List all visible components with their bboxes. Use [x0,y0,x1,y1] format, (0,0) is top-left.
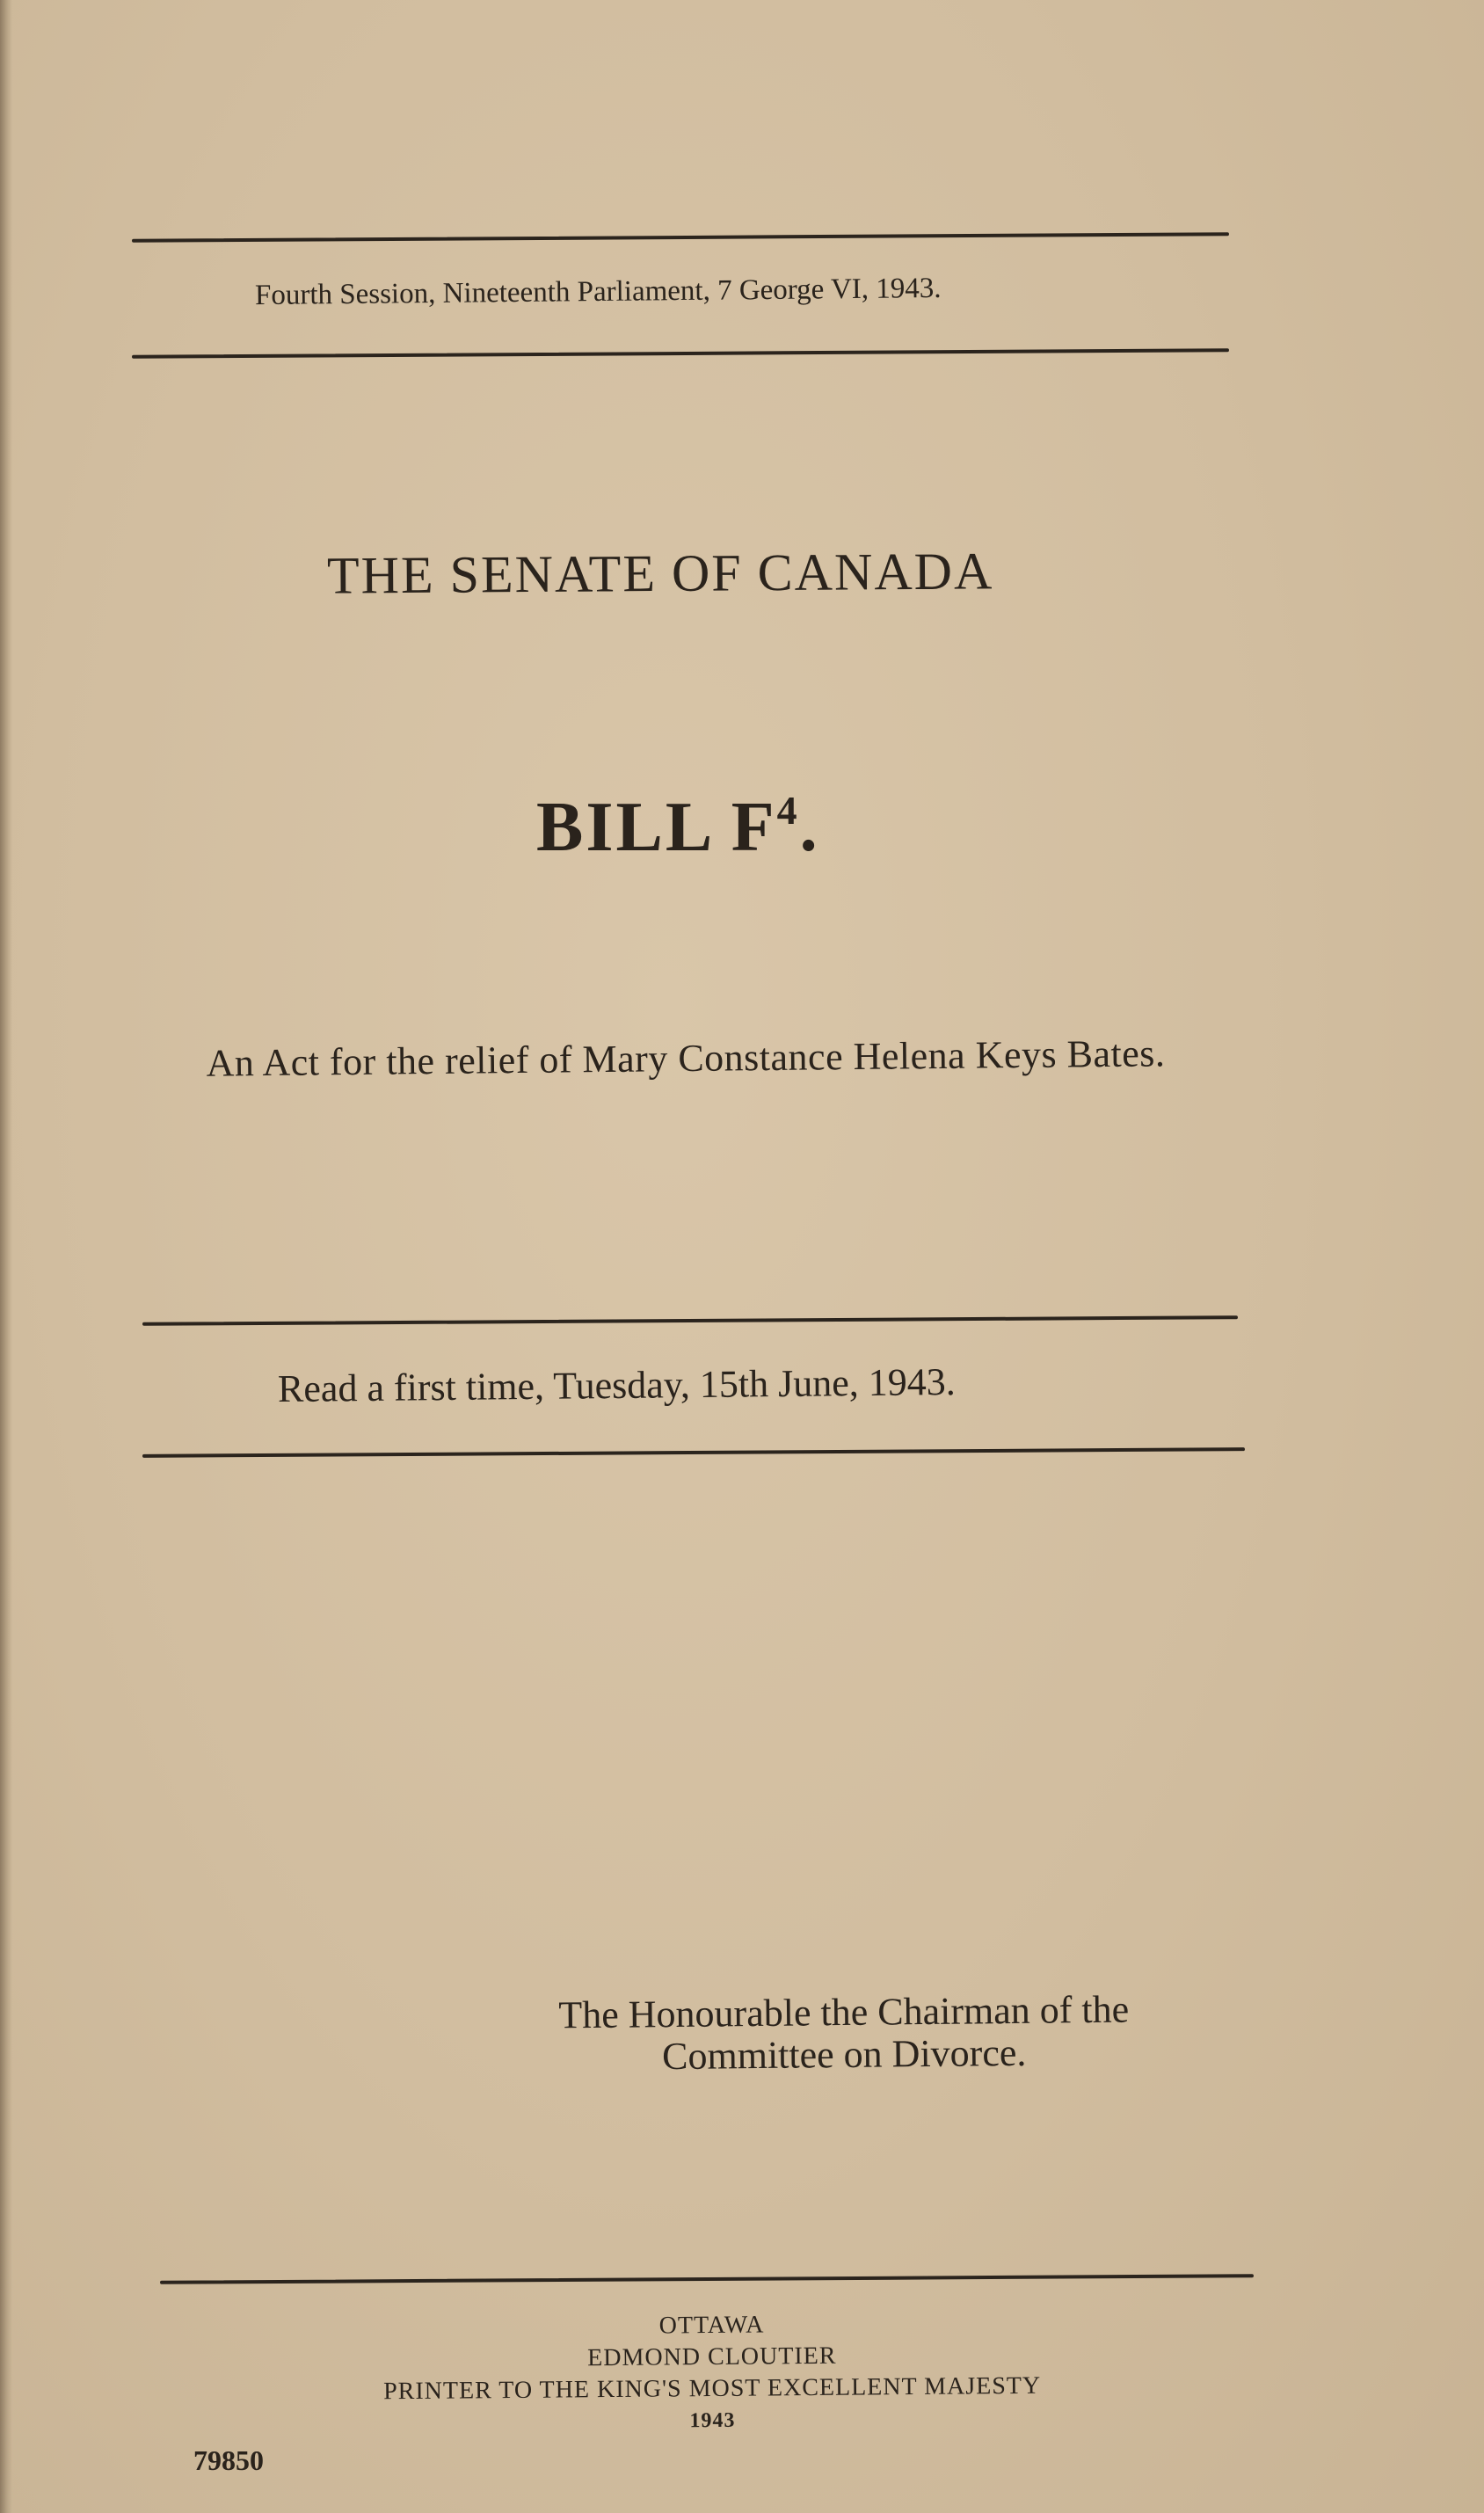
sponsor-line-1: The Honourable the Chairman of the [558,1987,1130,2037]
header-top-rule [132,232,1229,243]
job-number: 79850 [193,2444,264,2476]
imprint-printer: EDMOND CLOUTIER [587,2342,837,2372]
sponsor-line-2: Committee on Divorce. [661,2030,1027,2079]
header-bottom-rule [132,348,1229,359]
imprint-rule [160,2274,1254,2284]
page-edge-shadow [0,0,12,2513]
imprint-city: OTTAWA [658,2311,765,2340]
reading-top-rule [142,1315,1238,1326]
bill-suffix: . [799,789,820,866]
sponsor-block [440,1987,1249,2080]
bill-number [536,787,820,868]
reading-line: Read a first time, Tuesday, 15th June, 1943. [277,1359,957,1411]
bill-label: BILL F [536,789,777,866]
reading-bottom-rule [142,1447,1245,1458]
imprint-title: PRINTER TO THE KING'S MOST EXCELLENT MAJESTY [383,2371,1042,2406]
imprint-year: 1943 [689,2408,736,2433]
chamber-title: THE SENATE OF CANADA [326,542,994,605]
act-title: An Act for the relief of Mary Constance Helena Keys Bates. [206,1031,1166,1085]
imprint-block [263,2306,1160,2441]
session-line: Fourth Session, Nineteenth Parliament, 7 George VI, 1943. [254,272,942,312]
bill-superscript: 4 [776,788,800,833]
